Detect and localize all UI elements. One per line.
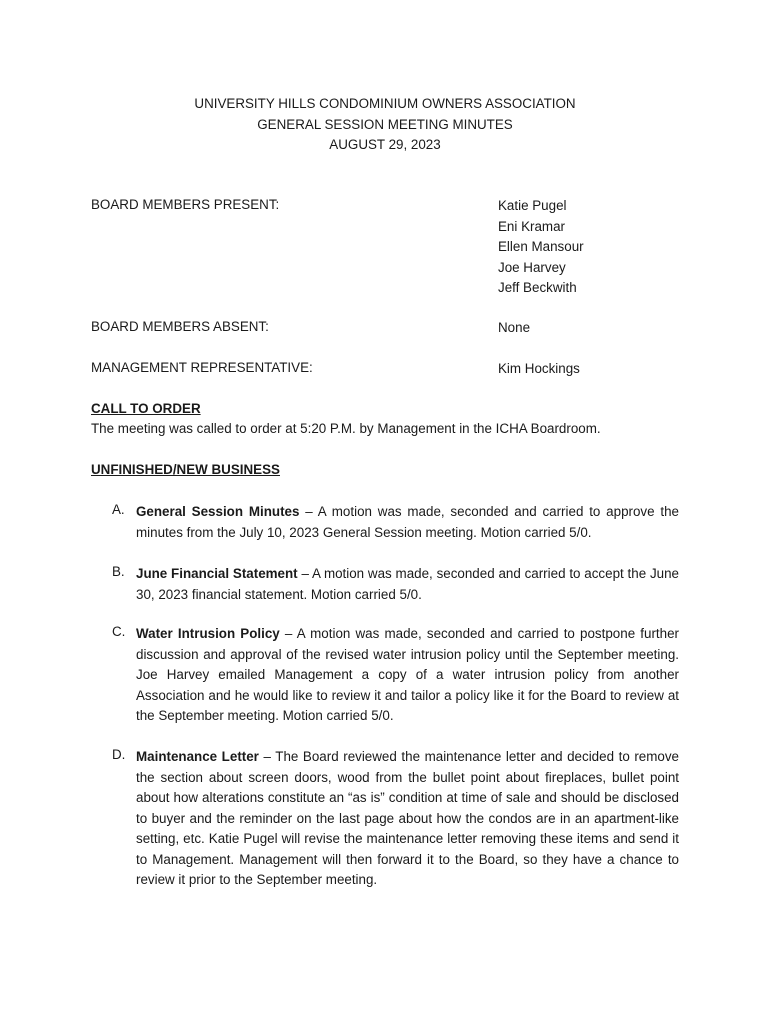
item-text: – A motion was made, seconded and carried to approve the minutes from the July 10, 2023 General Session meeting. Motion carried 5/0. — [136, 504, 679, 540]
document-header — [0, 94, 770, 156]
business-item-c — [112, 624, 679, 727]
item-heading: General Session Minutes — [136, 504, 300, 519]
item-heading: Water Intrusion Policy — [136, 626, 280, 641]
present-member: Katie Pugel — [498, 198, 567, 213]
item-body — [136, 747, 679, 891]
absent-label: BOARD MEMBERS ABSENT: — [91, 319, 269, 334]
item-text: – A motion was made, seconded and carried to postpone further discussion and approval of the revised water intrusion policy until the September meeting. Joe Harvey emailed Management a copy of a water intrusion policy from another Association and he would like to review it and tailor a policy like it for the Board to review at the September meeting. Motion carried 5/0. — [136, 626, 680, 723]
present-member: Eni Kramar — [498, 218, 565, 234]
meeting-date: AUGUST 29, 2023 — [329, 137, 441, 152]
item-body — [136, 564, 679, 605]
item-text: – A motion was made, seconded and carried to accept the June 30, 2023 financial statement. Motion carried 5/0. — [136, 566, 679, 602]
item-letter: B. — [112, 564, 125, 579]
business-item-d — [112, 747, 679, 891]
association-name: UNIVERSITY HILLS CONDOMINIUM OWNERS ASSOCIATION — [194, 96, 576, 111]
call-to-order-title: CALL TO ORDER — [91, 401, 201, 416]
management-value: Kim Hockings — [498, 361, 580, 376]
business-item-a — [112, 502, 679, 543]
present-member: Jeff Beckwith — [498, 280, 577, 295]
item-text: – The Board reviewed the maintenance letter and decided to remove the section about screen doors, wood from the bullet point about fireplaces, bullet point about how alterations constitute an “as is” condition at time of sale and should be disclosed to buyer and the reminder on the last page about how the condos are in an apartment-like setting, etc. Katie Pugel will revise the maintenance letter removing these items and send it to Management. Management will then forward it to the Board, so they have a chance to review it prior to the September meeting. — [136, 749, 679, 887]
call-to-order-text: The meeting was called to order at 5:20 P.M. by Management in the ICHA Boardroom. — [91, 421, 601, 436]
item-heading: Maintenance Letter — [136, 749, 259, 764]
item-body — [136, 502, 679, 543]
item-letter: D. — [112, 747, 126, 762]
management-label: MANAGEMENT REPRESENTATIVE: — [91, 360, 313, 375]
document-type: GENERAL SESSION MEETING MINUTES — [257, 116, 513, 132]
business-item-b — [112, 564, 679, 605]
item-body — [136, 624, 679, 727]
present-member: Joe Harvey — [498, 259, 566, 275]
present-members-list — [498, 196, 584, 299]
item-letter: C. — [112, 624, 126, 639]
absent-value: None — [498, 320, 531, 335]
item-heading: June Financial Statement — [136, 566, 298, 581]
present-member: Ellen Mansour — [498, 239, 584, 254]
item-letter: A. — [112, 502, 125, 517]
business-title: UNFINISHED/NEW BUSINESS — [91, 462, 280, 477]
present-label: BOARD MEMBERS PRESENT: — [91, 197, 280, 212]
